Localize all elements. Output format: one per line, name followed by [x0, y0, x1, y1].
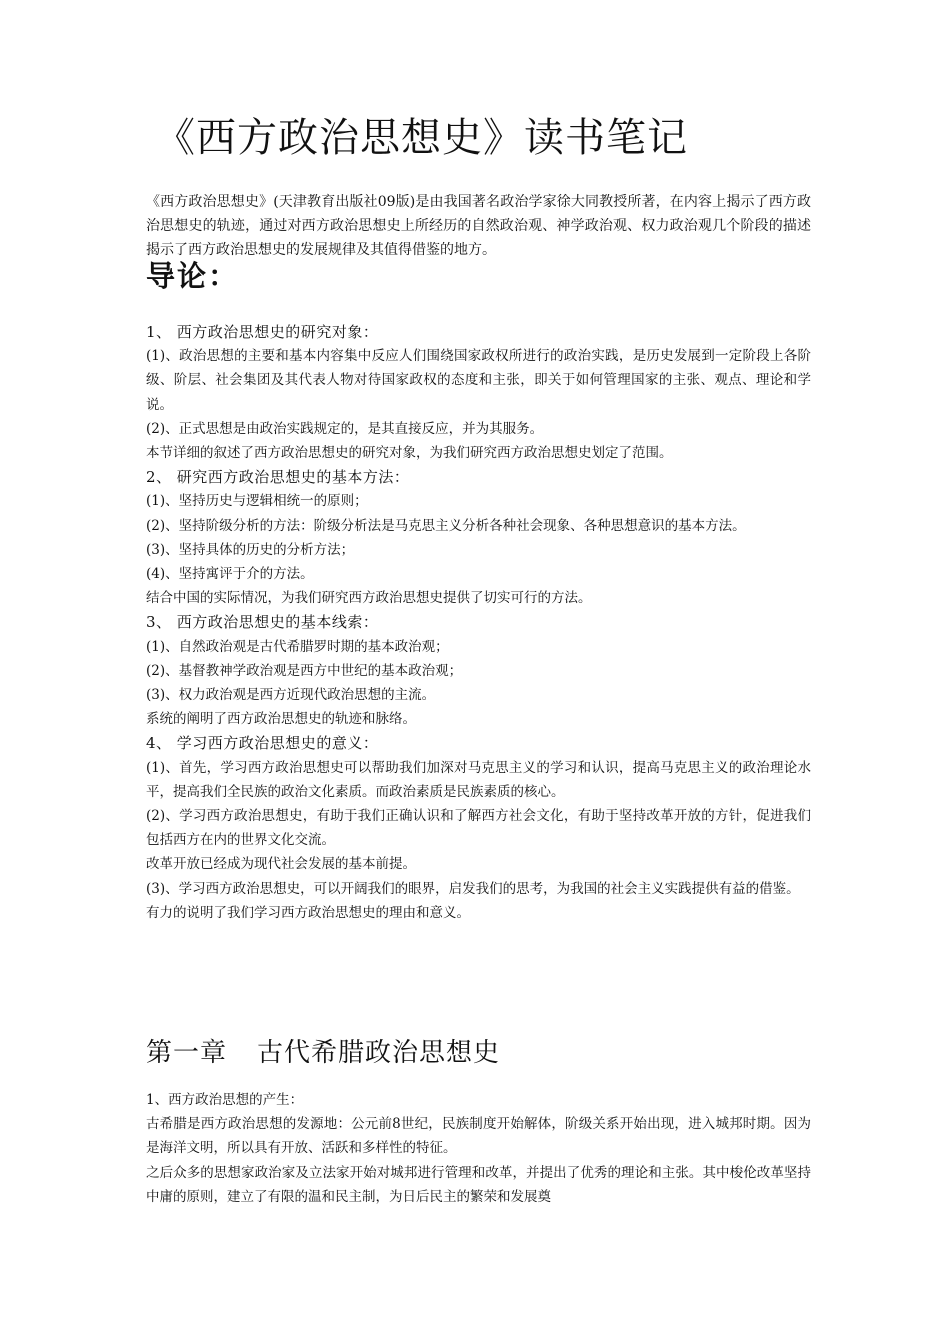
section-4-heading: 4、 学习西方政治思想史的意义： — [146, 734, 379, 753]
chapter-para-2: 之后众多的思想家政治家及立法家开始对城邦进行管理和改革，并提出了优秀的理论和主张。其中梭伦改革坚持中庸的原则，建立了有限的温和民主制，为日后民主的繁荣和发展奠 — [146, 1164, 811, 1205]
section-3-para-3: (3)、权力政治观是西方近现代政治思想的主流。 — [146, 687, 436, 704]
section-2-para-4: (4)、坚持寓评于介的方法。 — [146, 566, 314, 583]
document-title: 《西方政治思想史》读书笔记 — [155, 115, 688, 161]
section-2-heading: 2、 研究西方政治思想史的基本方法： — [146, 468, 410, 487]
section-1-para-1: (1)、政治思想的主要和基本内容集中反应人们围绕国家政权所进行的政治实践，是历史发展到一定阶段上各阶级、阶层、社会集团及其代表人物对待国家政权的态度和主张，即关于如何管理国家的主张、观点、理论和学说。 — [146, 348, 811, 413]
section-4-para-2: (2)、学习西方政治思想史，有助于我们正确认识和了解西方社会文化，有助于坚持改革开放的方针，促进我们包括西方在内的世界文化交流。 — [146, 808, 811, 849]
chapter-title: 古代希腊政治思想史 — [257, 1038, 501, 1068]
section-1-para-3: 本节详细的叙述了西方政治思想史的研究对象，为我们研究西方政治思想史划定了范围。 — [146, 445, 673, 462]
section-3-heading: 3、 西方政治思想史的基本线索： — [146, 613, 379, 632]
section-1-heading: 1、 西方政治思想史的研究对象： — [146, 323, 379, 341]
chapter-number: 第一章 — [146, 1038, 228, 1068]
section-2-para-5: 结合中国的实际情况，为我们研究西方政治思想史提供了切实可行的方法。 — [146, 590, 592, 607]
section-3-para-1: (1)、自然政治观是古代希腊罗时期的基本政治观； — [146, 638, 449, 655]
chapter-body — [146, 1088, 811, 1209]
introduction-body — [146, 320, 811, 925]
section-4-para-4: (3)、学习西方政治思想史，可以开阔我们的眼界，启发我们的思考，为我国的社会主义实践提供有益的借鉴。 — [146, 880, 800, 897]
section-4-para-1: (1)、首先，学习西方政治思想史可以帮助我们加深对马克思主义的学习和认识，提高马克思主义的政治理论水平，提高我们全民族的政治文化素质。而政治素质是民族素质的核心。 — [146, 759, 811, 800]
section-4-para-5: 有力的说明了我们学习西方政治思想史的理由和意义。 — [146, 904, 470, 921]
chapter-heading — [146, 1032, 500, 1069]
section-2-para-2: (2)、坚持阶级分析的方法：阶级分析法是马克思主义分析各种社会现象、各种思想意识的基本方法。 — [146, 517, 746, 534]
intro-text: 《西方政治思想史》(天津教育出版社09版)是由我国著名政治学家徐大同教授所著，在内容上揭示了西方政治思想史的轨迹，通过对西方政治思想史上所经历的自然政治观、神学政治观、权力政治观几个阶段的描述揭示了西方政治思想史的发展规律及其值得借鉴的地方。 — [146, 194, 811, 258]
section-2-para-1: (1)、坚持历史与逻辑相统一的原则； — [146, 493, 368, 510]
chapter-para-1: 古希腊是西方政治思想的发源地：公元前8世纪，民族制度开始解体，阶级关系开始出现，进入城邦时期。因为是海洋文明，所以具有开放、活跃和多样性的特征。 — [146, 1116, 811, 1157]
section-3-para-4: 系统的阐明了西方政治思想史的轨迹和脉络。 — [146, 711, 416, 728]
chapter-subheading: 1、西方政治思想的产生： — [146, 1092, 304, 1108]
section-2-para-3: (3)、坚持具体的历史的分析方法； — [146, 541, 355, 558]
section-3-para-2: (2)、基督教神学政治观是西方中世纪的基本政治观； — [146, 662, 463, 679]
intro-paragraph — [146, 190, 811, 262]
section-4-para-3: 改革开放已经成为现代社会发展的基本前提。 — [146, 856, 416, 873]
section-1-para-2: (2)、正式思想是由政治实践规定的，是其直接反应，并为其服务。 — [146, 420, 544, 437]
section-heading-introduction: 导论： — [146, 259, 240, 293]
